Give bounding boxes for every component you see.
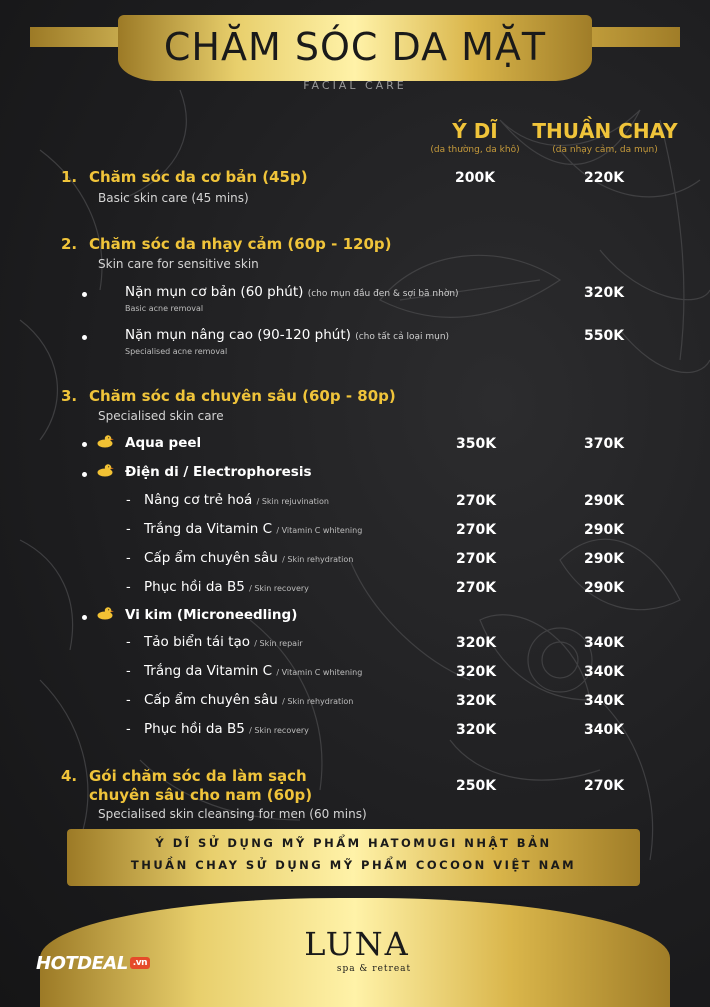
service-name: Nặn mụn cơ bản (60 phút): [125, 284, 304, 300]
section-title-line-1: Gói chăm sóc da làm sạch: [89, 767, 307, 785]
price-y-di: 320K: [456, 664, 497, 680]
hotdeal-watermark: [36, 952, 150, 974]
section-english-title: Skin care for sensitive skin: [98, 257, 259, 271]
service-name: Cấp ẩm chuyên sâu: [144, 692, 278, 708]
watermark-brand: HOTDEAL: [36, 952, 128, 974]
section-title-line-2: chuyên sâu cho nam (60p): [89, 786, 313, 804]
service-name: Aqua peel: [125, 435, 202, 451]
dash-marker: -: [126, 522, 131, 537]
service-item: [144, 492, 329, 508]
luna-logo: [292, 915, 422, 990]
service-name: Nặn mụn nâng cao (90-120 phút): [125, 327, 351, 343]
dash-marker: -: [126, 493, 131, 508]
service-name: Nâng cơ trẻ hoá: [144, 492, 253, 508]
duck-icon: [96, 463, 114, 477]
logo-name: LUNA: [304, 925, 410, 963]
service-item: [144, 579, 309, 595]
column-subtitle: (da thường, da khô): [430, 145, 520, 155]
section-english-title: Specialised skin care: [98, 409, 224, 423]
watermark-tld: .vn: [130, 957, 150, 969]
duck-icon: [96, 434, 114, 448]
column-title: THUẦN CHAY: [532, 119, 678, 143]
service-name: Phục hồi da B5: [144, 579, 245, 595]
service-english-name: Basic acne removal: [125, 304, 204, 313]
service-english-name: / Vitamin C whitening: [276, 526, 363, 535]
section-title: Chăm sóc da nhạy cảm (60p - 120p): [89, 235, 392, 253]
logo-tagline: spa & retreat: [336, 964, 412, 974]
service-english-name: / Skin recovery: [249, 726, 309, 735]
price-y-di: 270K: [456, 551, 497, 567]
price-thuan-chay: 320K: [584, 285, 625, 301]
service-name: Trắng da Vitamin C: [144, 663, 273, 679]
price-y-di: 200K: [455, 170, 496, 186]
section-number: 3.: [61, 387, 78, 405]
dash-marker: -: [126, 722, 131, 737]
service-item: [144, 521, 362, 537]
service-item: [144, 692, 353, 708]
service-group-name: Điện di / Electrophoresis: [125, 464, 312, 480]
price-y-di: 270K: [456, 493, 497, 509]
price-y-di: 320K: [456, 635, 497, 651]
price-y-di: 250K: [456, 778, 497, 794]
service-item: [144, 634, 303, 650]
service-english-name: / Skin rejuvination: [256, 497, 329, 506]
price-thuan-chay: 550K: [584, 328, 625, 344]
service-item: [144, 721, 309, 737]
bullet-icon: [82, 472, 87, 477]
price-thuan-chay: 340K: [584, 635, 625, 651]
section-number: 1.: [61, 168, 78, 186]
dash-marker: -: [126, 551, 131, 566]
bullet-icon: [82, 615, 87, 620]
price-y-di: 270K: [456, 522, 497, 538]
price-thuan-chay: 340K: [584, 664, 625, 680]
service-name: Phục hồi da B5: [144, 721, 245, 737]
price-thuan-chay: 270K: [584, 778, 625, 794]
section-english-title: Specialised skin cleansing for men (60 mins): [98, 807, 367, 821]
price-thuan-chay: 340K: [584, 693, 625, 709]
price-thuan-chay: 340K: [584, 722, 625, 738]
price-thuan-chay: 290K: [584, 580, 625, 596]
page-title: CHĂM SÓC DA MẶT: [163, 25, 547, 69]
page-subtitle: FACIAL CARE: [303, 79, 407, 92]
bullet-icon: [82, 335, 87, 340]
dash-marker: -: [126, 693, 131, 708]
service-group-name: Vi kim (Microneedling): [125, 607, 298, 623]
price-thuan-chay: 220K: [584, 170, 625, 186]
column-subtitle: (da nhạy cảm, da mụn): [552, 145, 658, 155]
service-english-name: / Skin repair: [254, 639, 303, 648]
price-y-di: 350K: [456, 436, 497, 452]
column-title: Ý DĨ: [452, 119, 498, 143]
cosmetics-note-line-2: THUẦN CHAY SỬ DỤNG MỸ PHẨM COCOON VIỆT NAM: [130, 858, 577, 872]
cosmetics-note-line-1: Ý DĨ SỬ DỤNG MỸ PHẨM HATOMUGI NHẬT BẢN: [155, 836, 552, 850]
bullet-icon: [82, 442, 87, 447]
service-item: [144, 663, 362, 679]
service-name: Trắng da Vitamin C: [144, 521, 273, 537]
service-english-name: / Skin recovery: [249, 584, 309, 593]
dash-marker: -: [126, 635, 131, 650]
section-english-title: Basic skin care (45 mins): [98, 191, 249, 205]
dash-marker: -: [126, 664, 131, 679]
dash-marker: -: [126, 580, 131, 595]
service-note: (cho tất cả loại mụn): [355, 332, 450, 342]
price-y-di: 320K: [456, 693, 497, 709]
section-number: 4.: [61, 767, 78, 785]
price-thuan-chay: 290K: [584, 493, 625, 509]
price-thuan-chay: 370K: [584, 436, 625, 452]
service-item: [125, 327, 449, 343]
duck-icon: [96, 606, 114, 620]
service-name: Cấp ẩm chuyên sâu: [144, 550, 278, 566]
service-english-name: / Skin rehydration: [282, 697, 354, 706]
service-name: Tảo biển tái tạo: [144, 634, 250, 650]
price-y-di: 320K: [456, 722, 497, 738]
column-header-thuan-chay: [530, 120, 680, 155]
service-note: (cho mụn đầu đen & sợi bã nhờn): [307, 289, 459, 299]
section-title: Chăm sóc da chuyên sâu (60p - 80p): [89, 387, 396, 405]
service-english-name: Specialised acne removal: [125, 347, 228, 356]
column-header-y-di: [420, 120, 530, 155]
price-y-di: 270K: [456, 580, 497, 596]
service-item: [144, 550, 353, 566]
bullet-icon: [82, 292, 87, 297]
section-title: Chăm sóc da cơ bản (45p): [89, 168, 308, 186]
service-english-name: / Skin rehydration: [282, 555, 354, 564]
service-english-name: / Vitamin C whitening: [276, 668, 363, 677]
price-thuan-chay: 290K: [584, 551, 625, 567]
price-thuan-chay: 290K: [584, 522, 625, 538]
service-item: [125, 284, 459, 300]
section-number: 2.: [61, 235, 78, 253]
